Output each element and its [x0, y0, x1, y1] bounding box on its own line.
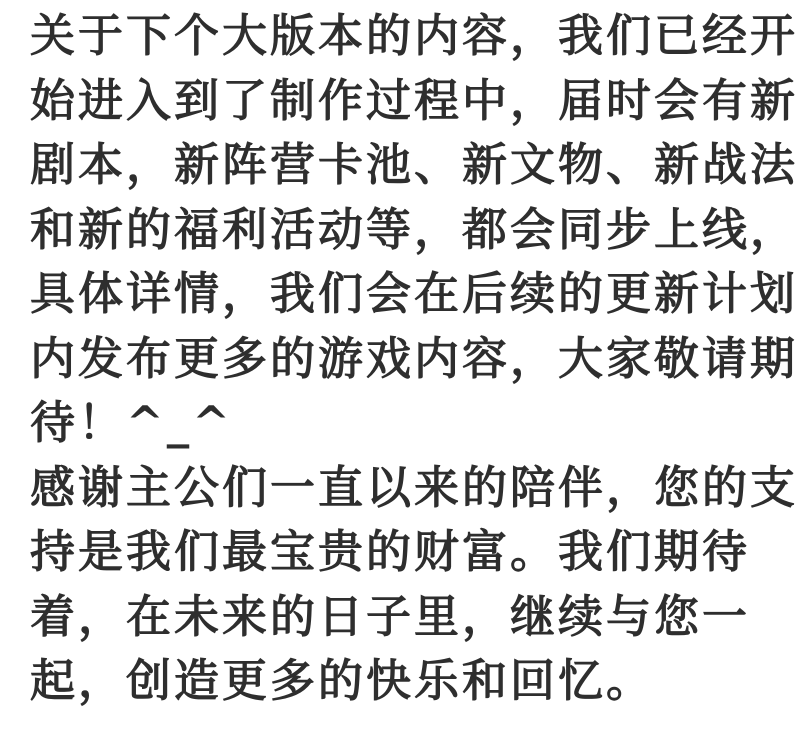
paragraph-new-version [0, 4, 798, 456]
text-line: 具体详情，我们会在后续的更新计划 [30, 267, 798, 320]
text-line: 着，在未来的日子里，继续与您一 [30, 589, 751, 643]
paragraph-thanks [0, 456, 798, 714]
text-line: 待！^_^ [30, 396, 233, 449]
text-line: 和新的福利活动等，都会同步上线， [30, 202, 798, 256]
text-line: 起，创造更多的快乐和回忆。 [30, 654, 655, 707]
text-line: 持是我们最宝贵的财富。我们期待 [30, 525, 751, 578]
text-line: 内发布更多的游戏内容，大家敬请期 [30, 331, 798, 385]
text-line: 始进入到了制作过程中，届时会有新 [30, 73, 798, 127]
text-line: 关于下个大版本的内容，我们已经开 [30, 9, 798, 62]
text-line: 感谢主公们一直以来的陪伴，您的支 [30, 460, 798, 514]
text-line: 剧本，新阵营卡池、新文物、新战法 [30, 138, 798, 191]
